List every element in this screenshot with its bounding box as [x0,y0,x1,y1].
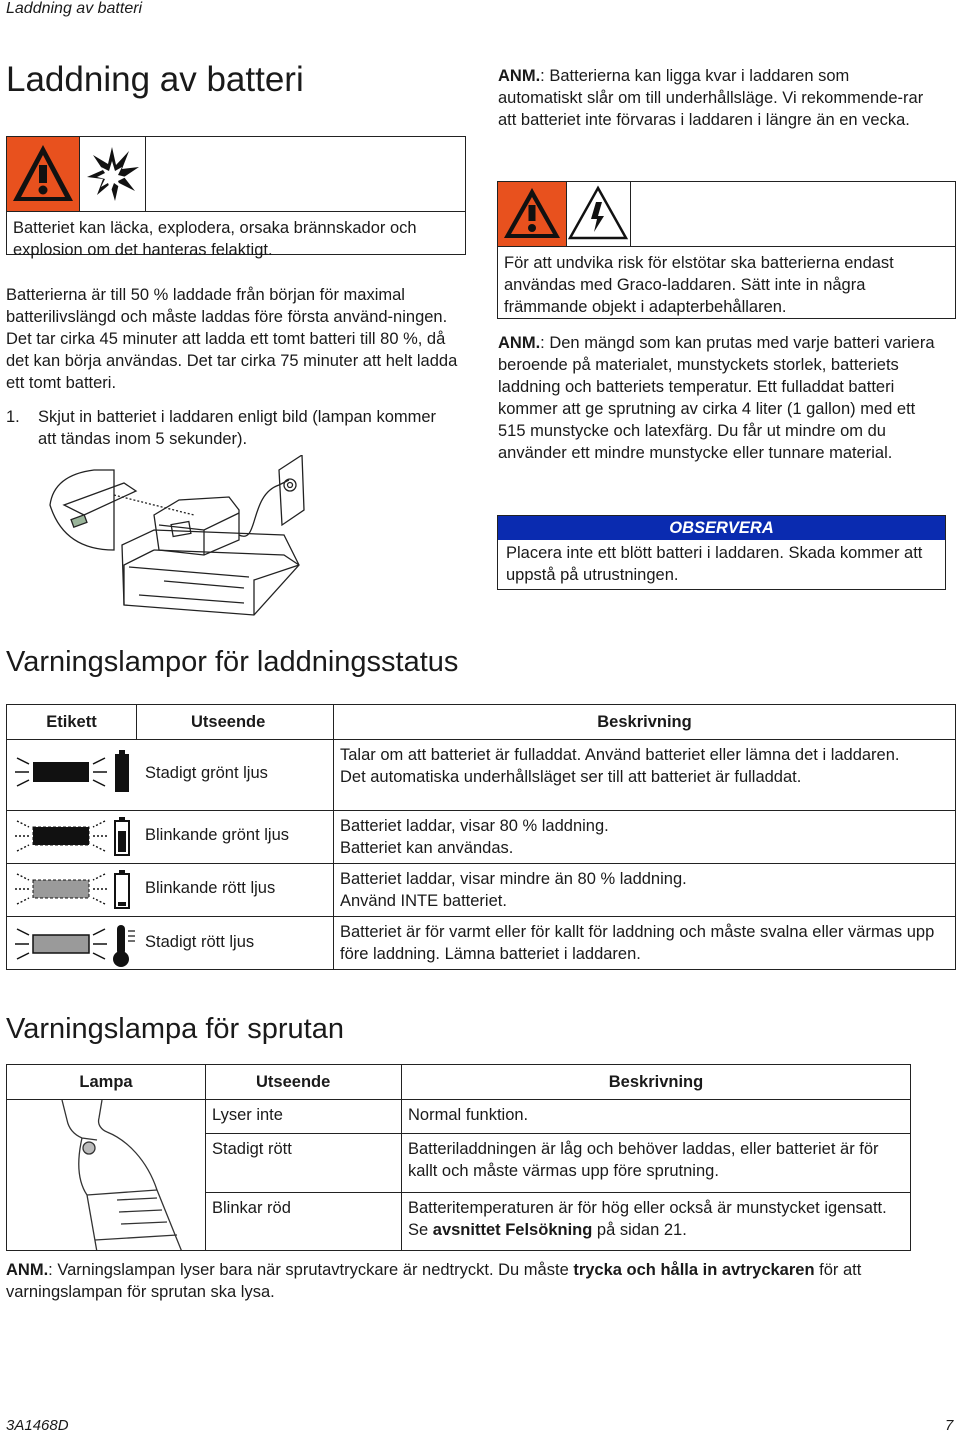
step-text: Skjut in batteriet i laddaren enligt bild (lampan kommer att tändas inom 5 sekunder). [38,408,437,448]
description-line: Batteriet är för varmt eller för kallt för laddning och måste svalna eller värmas upp före laddning. Lämna batteriet i laddaren. [340,923,935,963]
warning-text: För att undvika risk för elstötar ska batterierna endast användas med Graco-laddaren. Sätt inte in några främmande objekt i adapterbehållaren. [504,254,894,316]
description-cell: Batteriladdningen är låg och behöver laddas, eller batteriet är för kallt och måste värmas upp före sprutning. [402,1134,911,1192]
notice-box [497,515,946,590]
description-line: Använd INTE batteriet. [340,892,507,910]
warning-text: Batteriet kan läcka, explodera, orsaka brännskador och explosion om det hanteras felaktigt. [13,219,417,259]
table-row [7,917,956,970]
appearance-label: Blinkande grönt ljus [145,826,290,844]
description-line: Batteriet kan användas. [340,839,514,857]
description-line [408,1219,904,1241]
table-header-row [7,1065,911,1100]
appearance-label: Stadigt grönt ljus [145,764,268,782]
blinking-red-light-icon [7,864,142,916]
blinking-green-light-icon [7,811,142,863]
appearance-label: Stadigt rött ljus [145,933,255,951]
description-line: Batteritemperaturen är för hög eller också är munstycket igensatt. [408,1198,887,1217]
explosion-icon [79,137,146,211]
section-reference: avsnittet Felsökning [432,1220,593,1239]
column-header: Utseende [137,705,334,740]
sprayer-illustration [7,1100,206,1251]
appearance-cell: Lyser inte [206,1100,402,1134]
warning-triangle-icon [498,182,567,246]
column-header: Lampa [7,1065,206,1100]
note-text: : Varningslampan lyser bara när sprutavtryckare är nedtryckt. Du måste [48,1261,574,1279]
description-cell: Normal funktion. [402,1100,911,1134]
notice-title: OBSERVERA [498,516,945,540]
page-number: 7 [945,1417,954,1434]
note-emphasis: trycka och hålla in avtryckaren [573,1261,815,1279]
column-header: Beskrivning [334,705,956,740]
table-row [7,1100,911,1134]
note-label: ANM. [498,67,541,85]
charger-illustration [44,455,374,625]
electric-shock-icon [566,182,631,246]
note-capacity [498,332,938,464]
description-line: Batteriet laddar, visar 80 % laddning. [340,817,609,835]
table-header-row [7,705,956,740]
column-header: Utseende [206,1065,402,1100]
note-label: ANM. [6,1261,49,1279]
intro-paragraph: Batterierna är till 50 % laddade från början för maximal batterilivslängd och måste laddas före första använd-ningen. Det tar cirka 45 minuter att ladda ett tomt batteri till 80 %, då det kan börja användas. Det tar cirka 75 minuter att helt ladda ett tomt batteri. [6,286,458,392]
description-text: Se [408,1220,433,1239]
notice-text: Placera inte ett blött batteri i laddaren. Skada kommer att uppstå på utrustningen. [506,544,923,584]
description-text: på sidan 21. [592,1220,687,1239]
sprayer-light-table [6,1064,911,1251]
description-cell [334,740,956,811]
description-cell [334,917,956,970]
note-text: : Batterierna kan ligga kvar i laddaren som automatiskt slår om till underhållsläge. Vi rekommende-rar att batteriet inte förvaras i laddaren i längre än en vecka. [498,67,924,129]
column-header: Etikett [7,705,137,740]
warning-box-explosion [6,136,466,259]
appearance-label: Blinkande rött ljus [145,879,276,897]
note-label: ANM. [498,334,541,352]
table-row [7,811,956,864]
table-row [7,864,956,917]
warning-box-electric [497,181,956,319]
charge-status-table [6,704,956,970]
warning-icons-row [7,137,465,212]
note-text: : Den mängd som kan prutas med varje batteri variera beroende på materialet, munstyckets storlek, batteriets laddning och batteriets temperatur. Ett fulladdat batteri kommer att ge sprutning av cirka 4 liter (1 gallon) med ett 515 munstycke och latexfärg. Du får ut mindre om du använder ett mindre munstycke eller tunnare material. [498,334,935,462]
steady-green-light-icon [7,740,142,810]
note-trigger [6,1259,946,1303]
column-header: Beskrivning [402,1065,911,1100]
description-cell [334,811,956,864]
description-line: Det automatiska underhållsläget ser till att batteriet är fulladdat. [340,768,802,786]
page-title: Laddning av batteri [6,60,304,99]
section-title-charge-status: Varningslampor för laddningsstatus [6,646,459,678]
table-row [7,740,956,811]
warning-triangle-icon [7,137,80,211]
steady-red-light-icon [7,917,142,971]
appearance-cell: Stadigt rött [206,1134,402,1192]
section-title-sprayer-light: Varningslampa för sprutan [6,1013,344,1045]
note-text: för att varningslampan för sprutan ska lysa. [6,1261,862,1301]
description-cell [402,1192,911,1250]
running-header: Laddning av batteri [6,0,143,17]
note-maintenance [498,65,938,131]
description-line: Batteriet laddar, visar mindre än 80 % laddning. [340,870,687,888]
appearance-cell: Blinkar röd [206,1192,402,1250]
document-id: 3A1468D [6,1417,69,1434]
description-cell [334,864,956,917]
description-line: Talar om att batteriet är fulladdat. Använd batteriet eller lämna det i laddaren. [340,746,900,764]
step-number: 1. [6,408,20,426]
warning-icons-row [498,182,955,247]
